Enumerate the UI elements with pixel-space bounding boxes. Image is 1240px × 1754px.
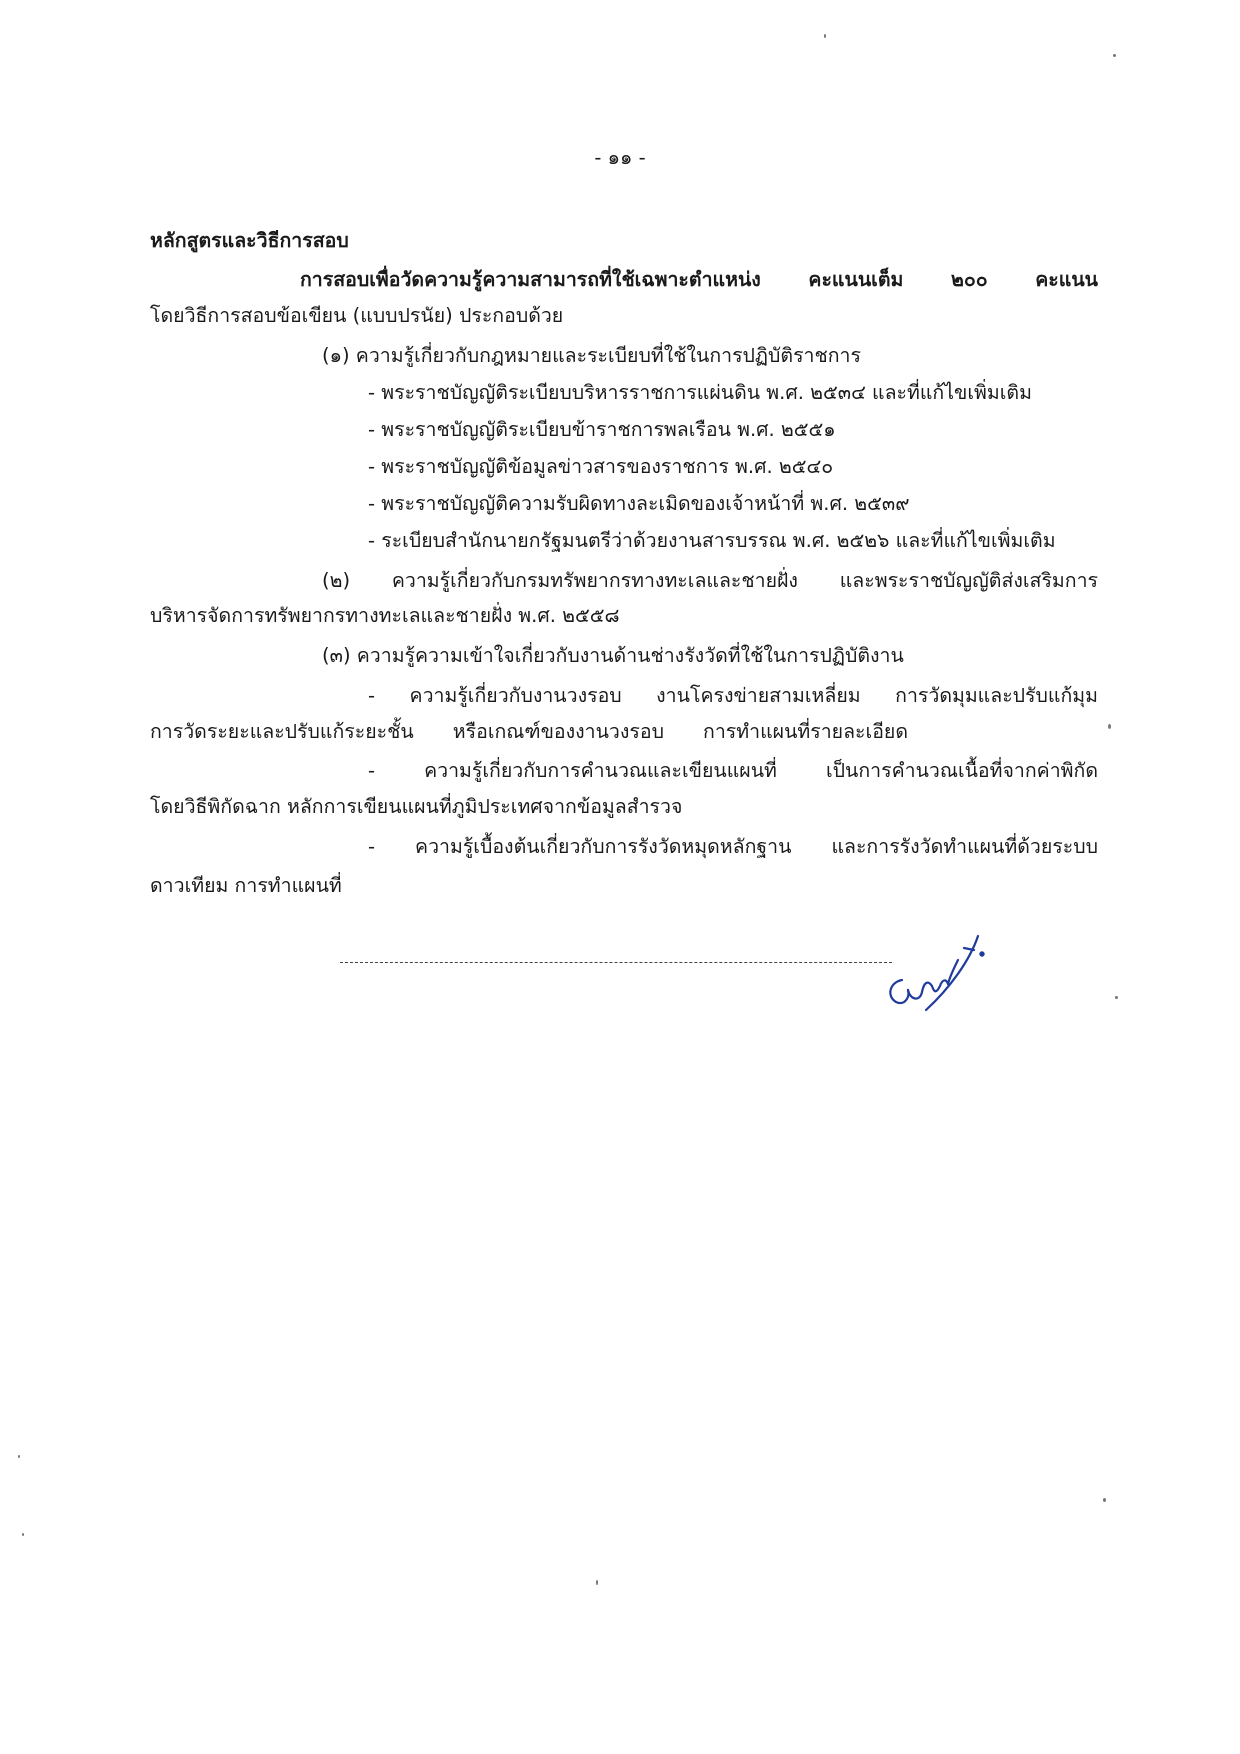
signature-mark — [880, 930, 1000, 1020]
section-3-title: (๓) ความรู้ความเข้าใจเกี่ยวกับงานด้านช่างรังวัดที่ใช้ในการปฏิบัติงาน — [322, 644, 904, 667]
scan-speck — [1115, 996, 1118, 999]
section-1-title: (๑) ความรู้เกี่ยวกับกฎหมายและระเบียบที่ใช้ในการปฏิบัติราชการ — [322, 344, 861, 367]
section-1-item: - พระราชบัญญัติระเบียบข้าราชการพลเรือน พ.ศ. ๒๕๕๑ — [368, 418, 836, 441]
scan-speck — [824, 34, 826, 38]
section-3-item-line-2: ดาวเทียม การทำแผนที่ — [150, 874, 342, 897]
section-3-item-line-1: - ความรู้เกี่ยวกับการคำนวณและเขียนแผนที่ เป็นการคำนวณเนื้อที่จากค่าพิกัด — [368, 759, 1098, 782]
intro-text: โดยวิธีการสอบข้อเขียน (แบบปรนัย) ประกอบด้วย — [150, 304, 564, 327]
section-3-item-line-1: - ความรู้เกี่ยวกับงานวงรอบ งานโครงข่ายสามเหลี่ยม การวัดมุมและปรับแก้มุม — [368, 684, 1098, 707]
subheading: การสอบเพื่อวัดความรู้ความสามารถที่ใช้เฉพาะตำแหน่ง คะแนนเต็ม ๒๐๐ คะแนน — [300, 268, 1098, 291]
section-3-item-line-2: การวัดระยะและปรับแก้ระยะชั้น หรือเกณฑ์ของงานวงรอบ การทำแผนที่รายละเอียด — [150, 720, 908, 743]
scan-speck — [1113, 54, 1116, 57]
scan-speck — [18, 1455, 20, 1458]
section-2-line-2: บริหารจัดการทรัพยากรทางทะเลและชายฝั่ง พ.ศ. ๒๕๕๘ — [150, 604, 620, 627]
scan-speck — [22, 1533, 24, 1536]
scan-speck — [1108, 724, 1111, 729]
dashed-separator — [340, 962, 892, 963]
page-number: - ๑๑ - — [594, 146, 646, 169]
section-3-item-line-2: โดยวิธีพิกัดฉาก หลักการเขียนแผนที่ภูมิประเทศจากข้อมูลสำรวจ — [150, 795, 683, 818]
section-3-item-line-1: - ความรู้เบื้องต้นเกี่ยวกับการรังวัดหมุดหลักฐาน และการรังวัดทำแผนที่ด้วยระบบ — [368, 835, 1098, 858]
section-1-item: - พระราชบัญญัติระเบียบบริหารราชการแผ่นดิน พ.ศ. ๒๕๓๔ และที่แก้ไขเพิ่มเติม — [368, 381, 1032, 404]
scan-speck — [1103, 1498, 1106, 1502]
heading: หลักสูตรและวิธีการสอบ — [150, 229, 349, 252]
scan-speck — [596, 1580, 598, 1585]
section-2-line-1: (๒) ความรู้เกี่ยวกับกรมทรัพยากรทางทะเลและชายฝั่ง และพระราชบัญญัติส่งเสริมการ — [322, 569, 1098, 592]
section-1-item: - ระเบียบสำนักนายกรัฐมนตรีว่าด้วยงานสารบรรณ พ.ศ. ๒๕๒๖ และที่แก้ไขเพิ่มเติม — [368, 529, 1056, 552]
section-1-item: - พระราชบัญญัติข้อมูลข่าวสารของราชการ พ.ศ. ๒๕๔๐ — [368, 455, 834, 478]
section-1-item: - พระราชบัญญัติความรับผิดทางละเมิดของเจ้าหน้าที่ พ.ศ. ๒๕๓๙ — [368, 492, 910, 515]
